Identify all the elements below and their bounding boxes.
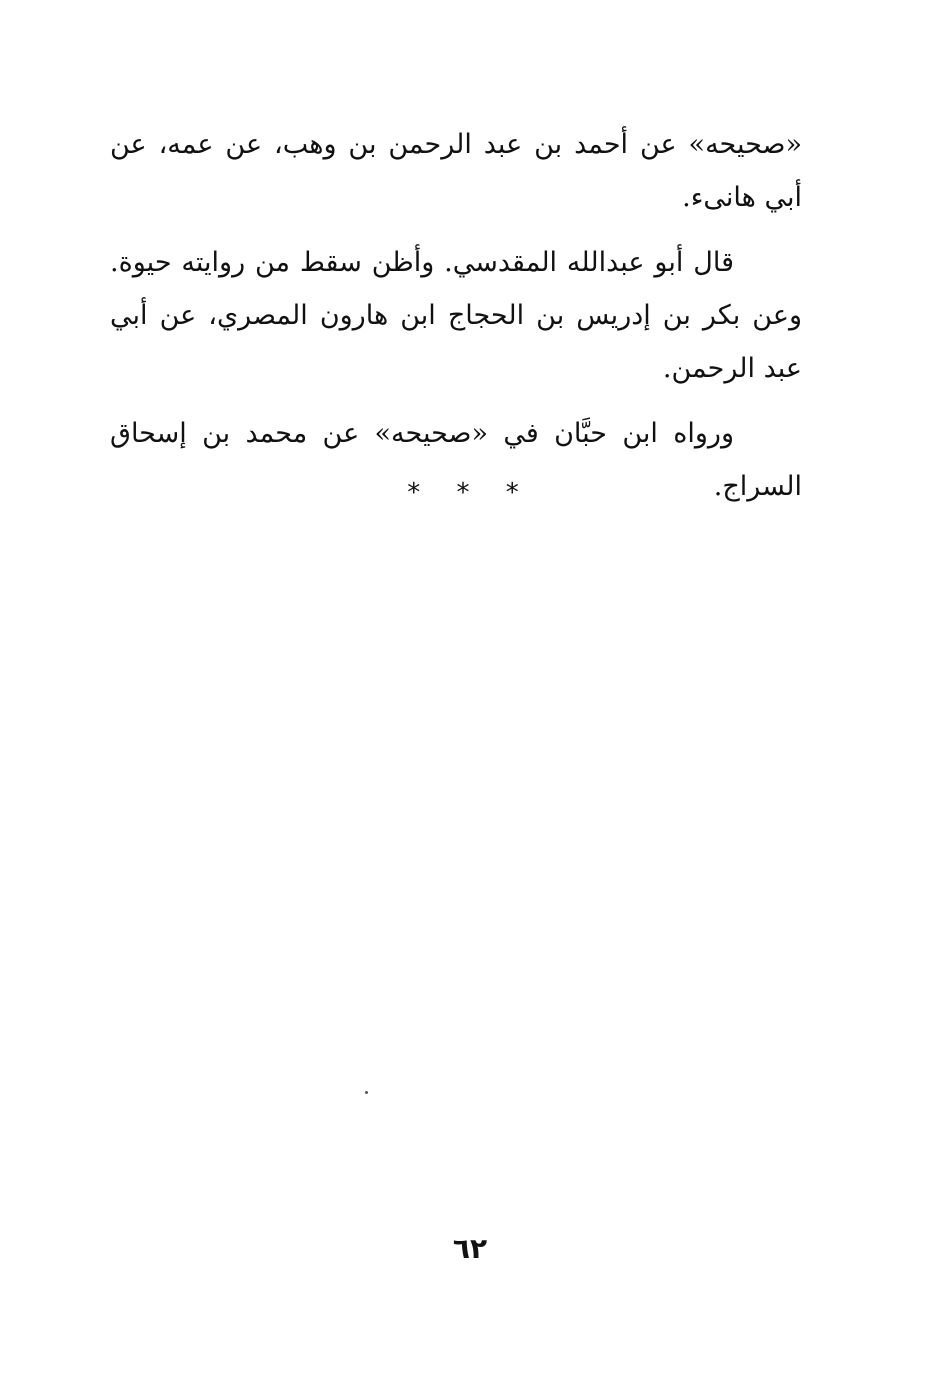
paragraph-continuation: «صحيحه» عن أحمد بن عبد الرحمن بن وهب، عن عمه، عن أبي هانىء. <box>110 129 802 213</box>
paragraph-riwaya: ورواه ابن حبَّان في «صحيحه» عن محمد بن إسحاق السراج. <box>110 418 802 502</box>
scan-speck <box>365 1091 368 1094</box>
page-number: ٦٢ <box>452 1232 488 1265</box>
paragraph-note: قال أبو عبدالله المقدسي. وأظن سقط من روايته حيوة. وعن بكر بن إدريس بن الحجاج ابن هارون المصري، عن أبي عبد الرحمن. <box>110 247 802 384</box>
section-divider: * * * <box>407 478 533 508</box>
body-text <box>110 118 802 525</box>
